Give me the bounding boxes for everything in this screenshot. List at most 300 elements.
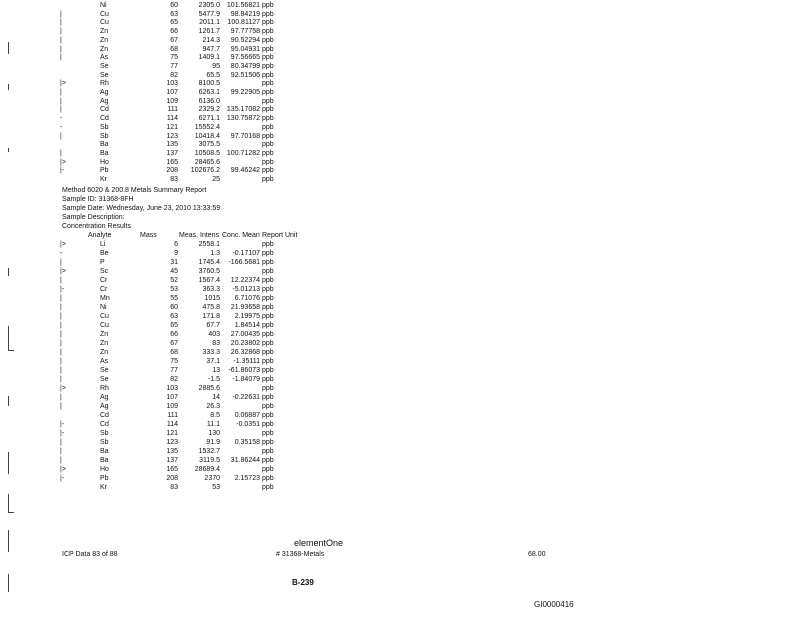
mass-cell: 82 — [170, 71, 178, 79]
intensity-cell: 91.9 — [206, 439, 220, 446]
row-marker: |- — [60, 475, 65, 482]
mass-cell: 208 — [166, 475, 178, 482]
row-marker: | — [60, 36, 62, 44]
intensity-cell: 3760.5 — [198, 268, 220, 275]
mass-cell: 82 — [170, 376, 178, 383]
intensity-cell: 95 — [212, 62, 220, 70]
table-row — [0, 80, 800, 88]
conc-mean-cell: 0.06887 — [234, 412, 260, 419]
row-marker: |- — [60, 286, 65, 293]
table-row — [0, 412, 800, 420]
mass-cell: 83 — [170, 176, 178, 183]
mass-cell: 60 — [170, 304, 178, 311]
unit-cell: ppb — [262, 340, 274, 347]
conc-mean-cell: -0.22631 — [232, 394, 260, 401]
mass-cell: 75 — [170, 358, 178, 365]
intensity-cell: 8.5 — [210, 412, 220, 419]
intensity-cell: 1261.7 — [198, 28, 220, 36]
conc-mean-cell: 26.32868 — [230, 349, 260, 356]
analyte-cell: Cr — [100, 286, 108, 293]
unit-cell: ppb — [262, 132, 274, 140]
unit-cell: ppb — [262, 367, 274, 374]
unit-cell: ppb — [262, 313, 274, 320]
analyte-cell: Cu — [100, 322, 109, 329]
analyte-cell: Zn — [100, 28, 109, 36]
analyte-cell: Rh — [100, 385, 109, 392]
sample-date: Sample Date: Wednesday, June 23, 2010 13:33:59 — [62, 205, 221, 212]
unit-cell: ppb — [262, 167, 274, 175]
intensity-cell: 3075.5 — [198, 141, 220, 149]
analyte-cell: Se — [100, 62, 109, 70]
conc-mean-cell: -61.86073 — [228, 367, 260, 374]
mass-cell: 121 — [166, 123, 178, 131]
unit-cell: ppb — [262, 484, 274, 491]
analyte-cell: Ag — [100, 97, 109, 105]
analyte-cell: Pb — [100, 167, 109, 175]
conc-mean-cell: 100.81127 — [227, 19, 260, 27]
intensity-cell: 1745.4 — [198, 259, 220, 266]
intensity-cell: 3119.5 — [199, 457, 220, 464]
conc-mean-cell: 100.71282 — [226, 149, 260, 157]
unit-cell: ppb — [262, 89, 274, 96]
sample-id: Sample ID: 31368-8FH — [62, 196, 134, 203]
unit-cell: ppb — [262, 439, 274, 446]
unit-cell: ppb — [262, 268, 274, 275]
analyte-cell: Sb — [100, 132, 109, 140]
mass-cell: 111 — [167, 412, 178, 419]
mass-cell: 114 — [166, 421, 178, 428]
mass-cell: 55 — [170, 295, 178, 302]
row-marker: | — [60, 340, 62, 347]
analyte-cell: Cu — [100, 313, 109, 320]
table-row — [0, 286, 800, 294]
analyte-cell: Cd — [100, 412, 109, 419]
bates-number: GI0000416 — [534, 600, 574, 609]
unit-cell: ppb — [262, 394, 274, 401]
table-row — [0, 115, 800, 123]
mass-cell: 77 — [170, 62, 178, 70]
mass-cell: 52 — [170, 277, 178, 284]
table-row — [0, 322, 800, 330]
analyte-cell: Se — [100, 367, 109, 374]
row-marker: | — [60, 149, 62, 157]
table-row — [0, 241, 800, 249]
unit-cell: ppb — [262, 475, 274, 482]
unit-cell: ppb — [262, 376, 274, 383]
unit-cell: ppb — [262, 304, 274, 311]
row-marker: | — [60, 28, 62, 36]
mass-cell: 77 — [170, 367, 178, 374]
conc-mean-cell: 27.00435 — [230, 331, 260, 338]
table-row — [0, 466, 800, 474]
table-row — [0, 268, 800, 276]
mass-cell: 53 — [170, 286, 178, 293]
table-row — [0, 28, 800, 36]
row-marker: | — [60, 106, 62, 114]
analyte-cell: Cr — [100, 277, 108, 284]
unit-cell: ppb — [262, 385, 274, 392]
intensity-cell: 6136.0 — [198, 97, 220, 105]
intensity-cell: 15552.4 — [194, 123, 220, 131]
intensity-cell: 37.1 — [206, 358, 220, 365]
table-row — [0, 72, 800, 80]
conc-mean-cell: 6.71076 — [234, 295, 260, 302]
mass-cell: 60 — [170, 2, 178, 9]
analyte-cell: Cu — [100, 10, 109, 18]
mass-cell: 63 — [170, 313, 178, 320]
conc-mean-cell: 0.35158 — [234, 439, 260, 446]
conc-mean-cell: 20.23802 — [230, 340, 260, 347]
unit-cell: ppb — [262, 106, 274, 114]
intensity-cell: 171.8 — [202, 313, 220, 320]
unit-cell: ppb — [262, 10, 274, 18]
analyte-cell: As — [100, 54, 109, 62]
mass-cell: 83 — [170, 484, 178, 491]
intensity-cell: 333.3 — [202, 349, 220, 356]
table-row — [0, 141, 800, 149]
analyte-cell: P — [100, 259, 105, 266]
analyte-cell: Sb — [100, 123, 109, 131]
mass-cell: 103 — [166, 385, 178, 392]
table-row — [0, 19, 800, 27]
unit-cell: ppb — [262, 430, 274, 437]
analyte-cell: Cu — [100, 19, 109, 27]
col-header-intensity: Intens — [200, 232, 220, 239]
analyte-cell: Ba — [100, 457, 109, 464]
scan-edge-mark — [8, 512, 14, 513]
row-marker: | — [60, 331, 62, 338]
intensity-cell: 1532.7 — [198, 448, 220, 455]
intensity-cell: 1567.4 — [198, 277, 220, 284]
row-marker: | — [60, 394, 62, 401]
mass-cell: 109 — [166, 403, 178, 410]
footer-page-count: ICP Data 83 of 88 — [62, 551, 118, 558]
mass-cell: 65 — [170, 19, 178, 27]
table-row — [0, 133, 800, 141]
analyte-cell: Li — [100, 241, 106, 248]
mass-cell: 165 — [166, 158, 178, 166]
table-row — [0, 167, 800, 175]
conc-mean-cell: 2.15723 — [234, 475, 260, 482]
mass-cell: 137 — [166, 149, 178, 157]
conc-mean-cell: 99.22905 — [230, 89, 260, 96]
table-row — [0, 250, 800, 258]
analyte-cell: Sb — [100, 439, 109, 446]
intensity-cell: 130 — [208, 430, 220, 437]
mass-cell: 67 — [170, 36, 178, 44]
conc-mean-cell: 99.46242 — [230, 167, 260, 175]
row-marker: |> — [60, 80, 66, 88]
mass-cell: 63 — [170, 10, 178, 18]
table-row — [0, 295, 800, 303]
footer-right-value: 68.00 — [528, 551, 546, 558]
table-row — [0, 376, 800, 384]
mass-cell: 66 — [170, 28, 178, 36]
conc-mean-cell: 21.93658 — [230, 304, 260, 311]
mass-cell: 135 — [166, 448, 178, 455]
mass-cell: 109 — [166, 97, 178, 105]
row-marker: | — [60, 97, 62, 105]
mass-cell: 45 — [170, 268, 178, 275]
conc-mean-cell: -0.17107 — [232, 250, 260, 257]
mass-cell: 68 — [170, 45, 178, 53]
intensity-cell: 2305.0 — [198, 2, 220, 9]
scan-edge-mark — [8, 574, 9, 592]
row-marker: | — [60, 313, 62, 320]
row-marker: | — [60, 259, 62, 266]
unit-cell: ppb — [262, 349, 274, 356]
footer-job-number: # 31368-Metals — [276, 551, 325, 558]
intensity-cell: 403 — [208, 331, 220, 338]
analyte-cell: Ba — [100, 149, 109, 157]
analyte-cell: Ni — [100, 304, 107, 311]
intensity-cell: 363.3 — [202, 286, 220, 293]
row-marker: | — [60, 295, 62, 302]
analyte-cell: Ho — [100, 466, 109, 473]
analyte-cell: Zn — [100, 340, 109, 347]
conc-mean-cell: 97.70168 — [230, 132, 260, 140]
conc-mean-cell: 97.56665 — [230, 54, 260, 62]
unit-cell: ppb — [262, 259, 274, 266]
conc-mean-cell: 80.34799 — [230, 62, 260, 70]
table-row — [0, 358, 800, 366]
unit-cell: ppb — [262, 466, 274, 473]
mass-cell: 66 — [170, 331, 178, 338]
unit-cell: ppb — [262, 158, 274, 166]
row-marker: |> — [60, 158, 66, 166]
unit-cell: ppb — [262, 421, 274, 428]
intensity-cell: 214.3 — [202, 36, 220, 44]
unit-cell: ppb — [262, 448, 274, 455]
mass-cell: 31 — [170, 259, 178, 266]
table-row — [0, 11, 800, 19]
analyte-cell: Ag — [100, 403, 109, 410]
table-row — [0, 54, 800, 62]
table-row — [0, 2, 800, 10]
intensity-cell: -1.5 — [207, 376, 220, 383]
unit-cell: ppb — [262, 19, 274, 27]
analyte-cell: Ba — [100, 141, 109, 149]
row-marker: | — [60, 358, 62, 365]
mass-cell: 165 — [166, 466, 178, 473]
mass-cell: 65 — [170, 322, 178, 329]
table-row — [0, 63, 800, 71]
unit-cell: ppb — [262, 71, 274, 79]
row-marker: | — [60, 45, 62, 53]
conc-mean-cell: -1.35111 — [233, 358, 260, 365]
row-marker: - — [60, 115, 63, 123]
unit-cell: ppb — [262, 45, 274, 53]
col-header-conc: Conc. Mean — [222, 232, 260, 239]
row-marker: | — [60, 376, 62, 383]
unit-cell: ppb — [262, 322, 274, 329]
intensity-cell: 26.3 — [206, 403, 220, 410]
intensity-cell: 2370 — [204, 475, 220, 482]
table-row — [0, 439, 800, 447]
row-marker: | — [60, 277, 62, 284]
table-row — [0, 385, 800, 393]
intensity-cell: 2329.2 — [198, 106, 220, 114]
mass-cell: 121 — [166, 430, 178, 437]
analyte-cell: Rh — [100, 80, 109, 88]
intensity-cell: 6271.1 — [198, 115, 220, 123]
conc-mean-cell: -166.5681 — [228, 259, 260, 266]
mass-cell: 9 — [174, 250, 178, 257]
row-marker: | — [60, 19, 62, 27]
mass-cell: 123 — [166, 439, 178, 446]
conc-mean-cell: -1.84079 — [232, 376, 260, 383]
unit-cell: ppb — [262, 2, 274, 9]
table-row — [0, 394, 800, 402]
intensity-cell: 28465.6 — [194, 158, 220, 166]
mass-cell: 123 — [166, 132, 178, 140]
intensity-cell: 2011.1 — [199, 19, 220, 27]
intensity-cell: 2558.1 — [198, 241, 220, 248]
row-marker: | — [60, 457, 62, 464]
unit-cell: ppb — [262, 80, 274, 88]
intensity-cell: 5477.9 — [198, 10, 220, 18]
table-row — [0, 484, 800, 492]
analyte-cell: Ag — [100, 394, 109, 401]
row-marker: | — [60, 367, 62, 374]
intensity-cell: 1.3 — [210, 250, 220, 257]
analyte-cell: Zn — [100, 331, 109, 338]
intensity-cell: 53 — [212, 484, 220, 491]
scan-edge-mark — [8, 530, 9, 552]
analyte-cell: Kr — [100, 176, 107, 183]
col-header-mass: Mass — [140, 232, 157, 239]
unit-cell: ppb — [262, 141, 274, 149]
unit-cell: ppb — [262, 62, 274, 70]
intensity-cell: 10508.5 — [194, 149, 220, 157]
mass-cell: 114 — [166, 115, 178, 123]
intensity-cell: 13 — [212, 367, 220, 374]
conc-mean-cell: 1.84514 — [234, 322, 260, 329]
unit-cell: ppb — [262, 176, 274, 183]
intensity-cell: 10418.4 — [194, 132, 220, 140]
conc-mean-cell: 98.84219 — [230, 10, 260, 18]
table-row — [0, 457, 800, 465]
mass-cell: 75 — [170, 54, 178, 62]
row-marker: | — [60, 349, 62, 356]
unit-cell: ppb — [262, 149, 274, 157]
mass-cell: 111 — [167, 106, 178, 114]
row-marker: | — [60, 89, 62, 96]
analyte-cell: Cd — [100, 115, 109, 123]
table-row — [0, 331, 800, 339]
table-row — [0, 98, 800, 106]
unit-cell: ppb — [262, 358, 274, 365]
row-marker: | — [60, 304, 62, 311]
conc-mean-cell: 90.52294 — [230, 36, 260, 44]
conc-mean-cell: 95.04931 — [230, 45, 260, 53]
table-row — [0, 176, 800, 184]
analyte-cell: Be — [100, 250, 109, 257]
analyte-cell: Sb — [100, 430, 109, 437]
row-marker: | — [60, 54, 62, 62]
conc-mean-cell: -5.01213 — [232, 286, 260, 293]
analyte-cell: Pb — [100, 475, 109, 482]
intensity-cell: 2885.6 — [198, 385, 220, 392]
mass-cell: 137 — [166, 457, 178, 464]
intensity-cell: 1015 — [204, 295, 220, 302]
unit-cell: ppb — [262, 295, 274, 302]
unit-cell: ppb — [262, 331, 274, 338]
sample-description: Sample Description: — [62, 214, 125, 221]
mass-cell: 107 — [166, 394, 178, 401]
table-row — [0, 430, 800, 438]
mass-cell: 103 — [166, 80, 178, 88]
conc-mean-cell: 2.19975 — [234, 313, 260, 320]
row-marker: | — [60, 448, 62, 455]
unit-cell: ppb — [262, 277, 274, 284]
analyte-cell: Ni — [100, 2, 107, 9]
table-row — [0, 106, 800, 114]
table-row — [0, 448, 800, 456]
intensity-cell: 14 — [212, 394, 220, 401]
analyte-cell: Se — [100, 71, 109, 79]
page-code: B-239 — [292, 578, 314, 587]
table-row — [0, 150, 800, 158]
analyte-cell: Ho — [100, 158, 109, 166]
unit-cell: ppb — [262, 115, 274, 123]
row-marker: |> — [60, 385, 66, 392]
conc-mean-cell: 135.17082 — [226, 106, 260, 114]
unit-cell: ppb — [262, 250, 274, 257]
row-marker: |> — [60, 241, 66, 248]
row-marker: |- — [60, 430, 65, 437]
conc-mean-cell: 97.77758 — [230, 28, 260, 36]
analyte-cell: Zn — [100, 45, 109, 53]
mass-cell: 6 — [174, 241, 178, 248]
analyte-cell: Ba — [100, 448, 109, 455]
row-marker: |> — [60, 466, 66, 473]
intensity-cell: 1409.1 — [198, 54, 220, 62]
table-row — [0, 304, 800, 312]
analyte-cell: Mn — [100, 295, 110, 302]
mass-cell: 67 — [170, 340, 178, 347]
unit-cell: ppb — [262, 241, 274, 248]
intensity-cell: 8100.5 — [198, 80, 220, 88]
row-marker: |- — [60, 167, 65, 175]
row-marker: | — [60, 403, 62, 410]
analyte-cell: Se — [100, 376, 109, 383]
table-row — [0, 403, 800, 411]
row-marker: | — [60, 322, 62, 329]
unit-cell: ppb — [262, 28, 274, 36]
table-row — [0, 421, 800, 429]
intensity-cell: 947.7 — [202, 45, 220, 53]
analyte-cell: Ag — [100, 89, 109, 96]
conc-mean-cell: -0.0351 — [236, 421, 260, 428]
table-row — [0, 37, 800, 45]
conc-mean-cell: 92.51506 — [230, 71, 260, 79]
table-row — [0, 124, 800, 132]
table-row — [0, 340, 800, 348]
table-row — [0, 277, 800, 285]
analyte-cell: Sc — [100, 268, 109, 275]
col-header-meas: Meas. — [179, 232, 199, 239]
row-marker: |> — [60, 268, 66, 275]
analyte-cell: Zn — [100, 36, 109, 44]
intensity-cell: 6263.1 — [198, 89, 220, 96]
row-marker: - — [60, 123, 63, 131]
col-header-analyte: Analyte — [88, 232, 112, 239]
scan-edge-mark — [8, 494, 9, 512]
mass-cell: 135 — [166, 141, 178, 149]
intensity-cell: 102676.2 — [190, 167, 220, 175]
table-row — [0, 367, 800, 375]
